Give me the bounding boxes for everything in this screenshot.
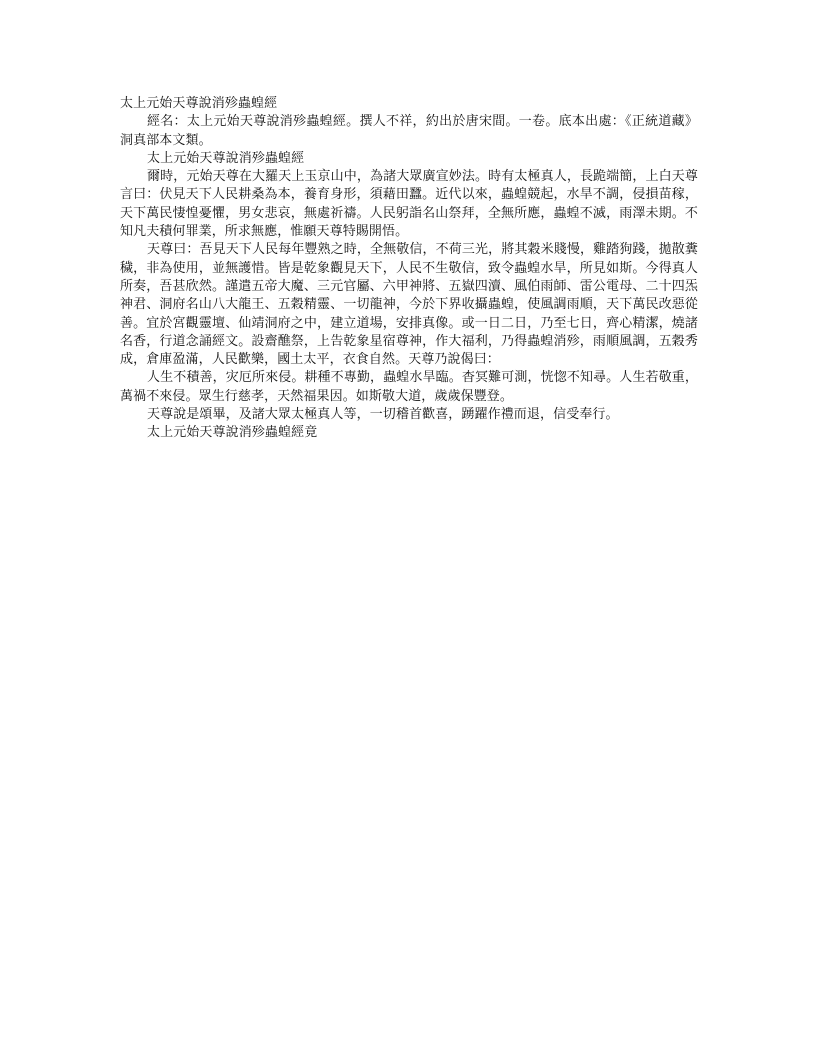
metadata-paragraph: 經名：太上元始天尊說消殄蟲蝗經。撰人不祥，約出於唐宋間。一卷。底本出處：《正統道藏》洞真部本文類。 [120,114,698,148]
body-paragraph: 爾時，元始天尊在大羅天上玉京山中，為諸大眾廣宣妙法。時有太極真人，長跪端簡，上白天尊言曰：伏見天下人民耕桑為本，養育身形，須藉田蠶。近代以來，蟲蝗競起，水旱不調，侵損苗稼，天下萬民悽惶憂懼，男女悲哀，無處祈禱。人民躬詣名山祭拜，全無所應，蟲蝗不滅，雨澤未期。不知凡夫積何罪業，所求無應，惟願天尊特賜開悟。 [120,169,698,240]
body-paragraph: 天尊曰：吾見天下人民每年豐熟之時，全無敬信，不荷三光，將其穀米賤慢，雞踏狗踐，拋散糞穢，非為使用，並無護惜。皆是乾象觀見天下，人民不生敬信，致令蟲蝗水旱，所見如斯。今得真人所奏，吾甚欣然。謹遣五帝大魔、三元官屬、六甲神將、五嶽四瀆、風伯雨師、雷公電母、二十四炁神君、洞府名山八大龍王、五穀精靈、一切龍神，今於下界收攝蟲蝗，使風調雨順，天下萬民改惡從善。宜於宮觀靈壇、仙靖洞府之中，建立道場，安排真像。或一日二日，乃至七日，齊心精潔，燒諸名香，行道念誦經文。設齋醮祭，上告乾象星宿尊神，作大福利，乃得蟲蝗消殄，雨順風調，五穀秀成，倉庫盈滿，人民歡樂，國土太平，衣食自然。天尊乃說偈曰： [120,242,698,368]
verse-paragraph: 人生不積善，灾厄所來侵。耕種不專勤，蟲蝗水旱臨。杳冥難可測，恍惚不知尋。人生若敬重，萬禍不來侵。眾生行慈孝，天然福果因。如斯敬大道，歲歲保豐登。 [120,370,698,404]
scripture-title: 太上元始天尊說消殄蟲蝗經 [147,150,305,166]
closing-paragraph: 天尊說是頌畢，及諸大眾太極真人等，一切稽首歡喜，踴躍作禮而退，信受奉行。 [147,407,619,423]
document-body [120,95,698,443]
document-title: 太上元始天尊說消殄蟲蝗經 [120,96,278,111]
end-title: 太上元始天尊說消殄蟲蝗經竟 [147,425,318,441]
